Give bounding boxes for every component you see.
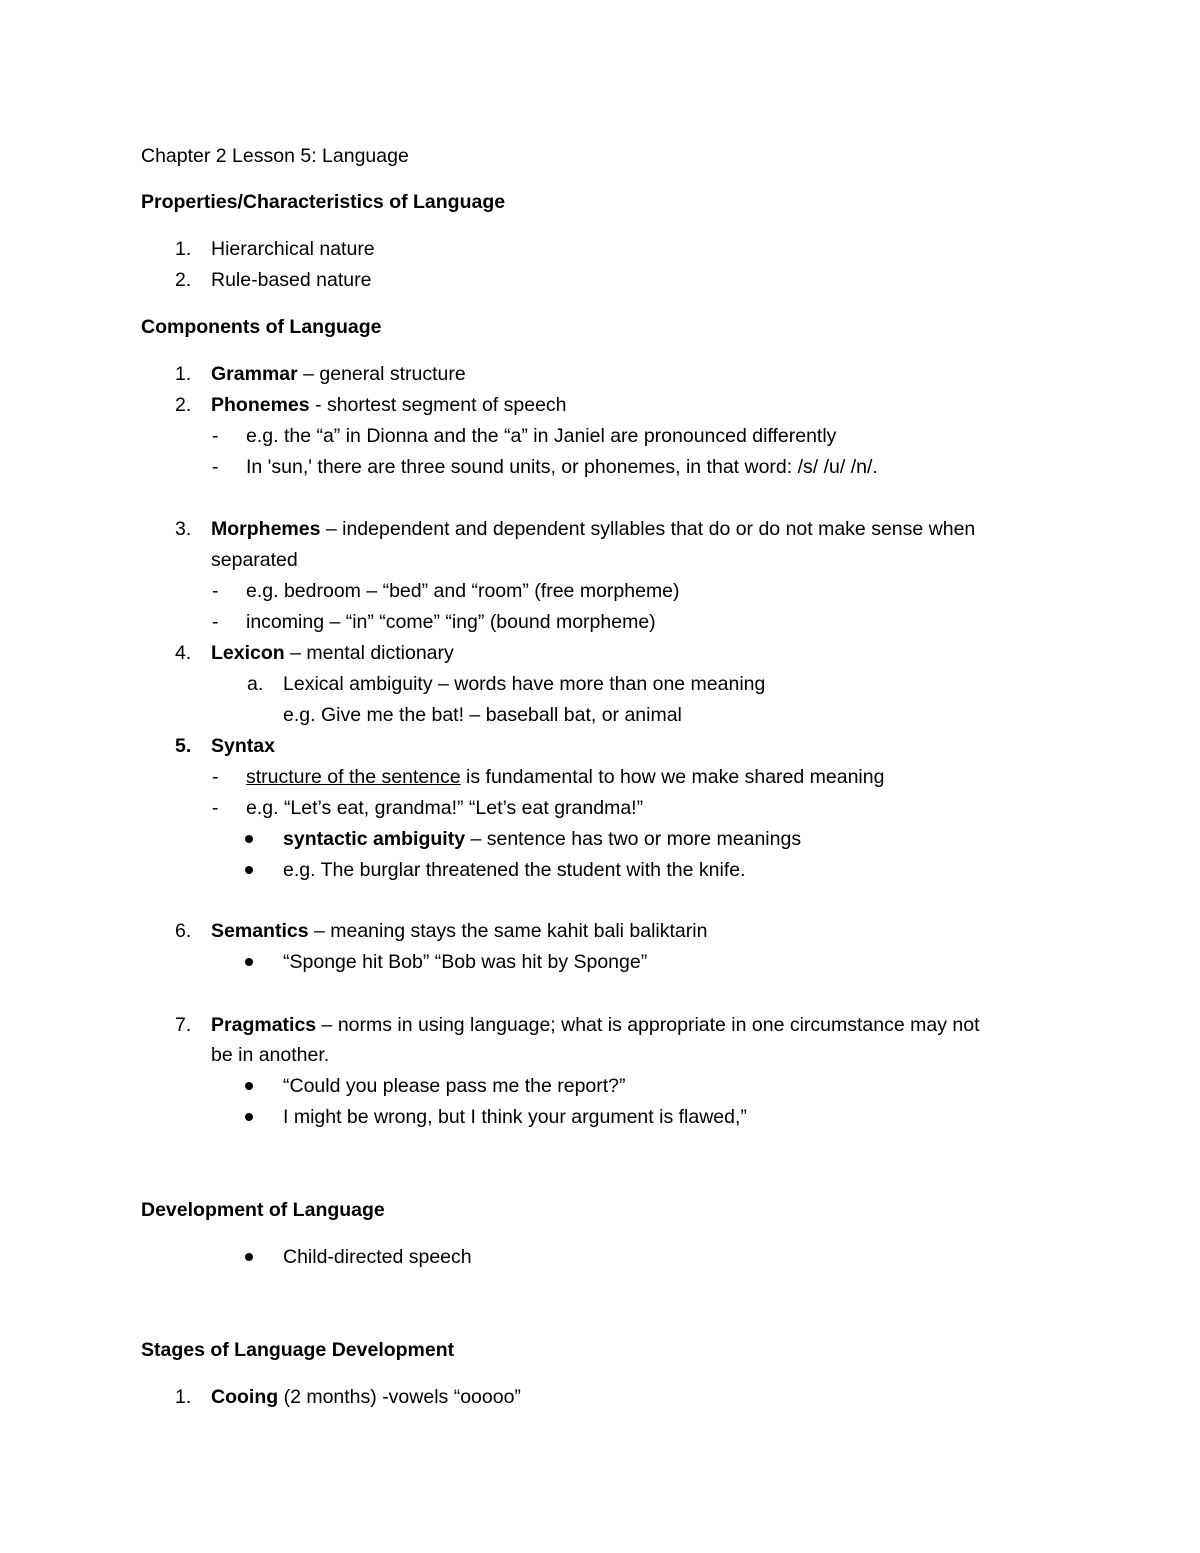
definition: – sentence has two or more meanings: [465, 828, 802, 850]
list-item-morphemes: [211, 517, 975, 541]
sub-item: In 'sun,' there are three sound units, or phonemes, in that word: /s/ /u/ /n/.: [246, 456, 878, 478]
definition: - shortest segment of speech: [309, 394, 567, 416]
dash-marker: -: [212, 425, 219, 447]
dash-marker: -: [212, 611, 219, 633]
dash-marker: -: [212, 580, 219, 602]
term: Semantics: [211, 920, 309, 942]
list-number: 1.: [175, 363, 192, 385]
bullet-icon: [245, 1253, 253, 1261]
properties-heading: Properties/Characteristics of Language: [141, 191, 506, 213]
term: Grammar: [211, 363, 298, 385]
list-number: 1.: [175, 1386, 192, 1408]
document-title: Chapter 2 Lesson 5: Language: [141, 145, 409, 167]
definition: (2 months) -vowels “ooooo”: [278, 1386, 521, 1408]
bullet-item: Child-directed speech: [283, 1246, 472, 1268]
list-item-phonemes: [211, 393, 567, 417]
sub-item: incoming – “in” “come” “ing” (bound morpheme): [246, 611, 656, 633]
development-heading: Development of Language: [141, 1199, 385, 1221]
sub-letter: a.: [247, 673, 264, 695]
dash-marker: -: [212, 456, 219, 478]
definition: – meaning stays the same kahit bali baliktarin: [308, 920, 708, 942]
bullet-item: I might be wrong, but I think your argument is flawed,”: [283, 1106, 747, 1128]
sub-item: e.g. the “a” in Dionna and the “a” in Janiel are pronounced differently: [246, 425, 837, 447]
sub-example: e.g. Give me the bat! – baseball bat, or animal: [283, 704, 682, 726]
bullet-icon: [245, 1113, 253, 1121]
bullet-icon: [245, 958, 253, 966]
term: Cooing: [211, 1386, 279, 1408]
definition: – norms in using language; what is appropriate in one circumstance may not: [316, 1014, 980, 1036]
list-number: 7.: [175, 1014, 192, 1036]
list-number: 4.: [175, 642, 192, 664]
sub-item-rest: is fundamental to how we make shared meaning: [460, 766, 885, 788]
list-number: 5.: [175, 735, 192, 757]
list-item-cooing: [211, 1385, 521, 1409]
bullet-icon: [245, 866, 253, 874]
bullet-item: [283, 827, 801, 851]
bullet-icon: [245, 835, 253, 843]
definition-continued: separated: [211, 549, 298, 571]
components-heading: Components of Language: [141, 316, 382, 338]
list-number: 6.: [175, 920, 192, 942]
term: Pragmatics: [211, 1014, 317, 1036]
underlined-phrase: structure of the sentence: [246, 766, 461, 788]
sub-item: [246, 765, 884, 789]
dash-marker: -: [212, 766, 219, 788]
bullet-item: e.g. The burglar threatened the student with the knife.: [283, 859, 746, 881]
list-item-lexicon: [211, 641, 454, 665]
list-item: Rule-based nature: [211, 269, 372, 291]
list-item-pragmatics: [211, 1013, 980, 1037]
list-item-semantics: [211, 919, 707, 943]
list-number: 3.: [175, 518, 192, 540]
list-item: Hierarchical nature: [211, 238, 375, 260]
sub-item: e.g. “Let’s eat, grandma!” “Let’s eat grandma!”: [246, 797, 644, 819]
term: syntactic ambiguity: [283, 828, 466, 850]
bullet-icon: [245, 1082, 253, 1090]
sub-item: Lexical ambiguity – words have more than one meaning: [283, 673, 766, 695]
definition: – mental dictionary: [284, 642, 454, 664]
definition: – independent and dependent syllables that do or do not make sense when: [320, 518, 976, 540]
stages-heading: Stages of Language Development: [141, 1339, 455, 1361]
bullet-item: “Sponge hit Bob” “Bob was hit by Sponge”: [283, 951, 648, 973]
term: Phonemes: [211, 394, 310, 416]
list-number: 2.: [175, 269, 192, 291]
definition-continued: be in another.: [211, 1044, 330, 1066]
list-number: 1.: [175, 238, 192, 260]
list-item-grammar: [211, 362, 466, 386]
term: Lexicon: [211, 642, 285, 664]
sub-item: e.g. bedroom – “bed” and “room” (free morpheme): [246, 580, 680, 602]
dash-marker: -: [212, 797, 219, 819]
term: Morphemes: [211, 518, 321, 540]
definition: – general structure: [297, 363, 466, 385]
term-syntax: Syntax: [211, 735, 275, 757]
bullet-item: “Could you please pass me the report?”: [283, 1075, 626, 1097]
list-number: 2.: [175, 394, 192, 416]
